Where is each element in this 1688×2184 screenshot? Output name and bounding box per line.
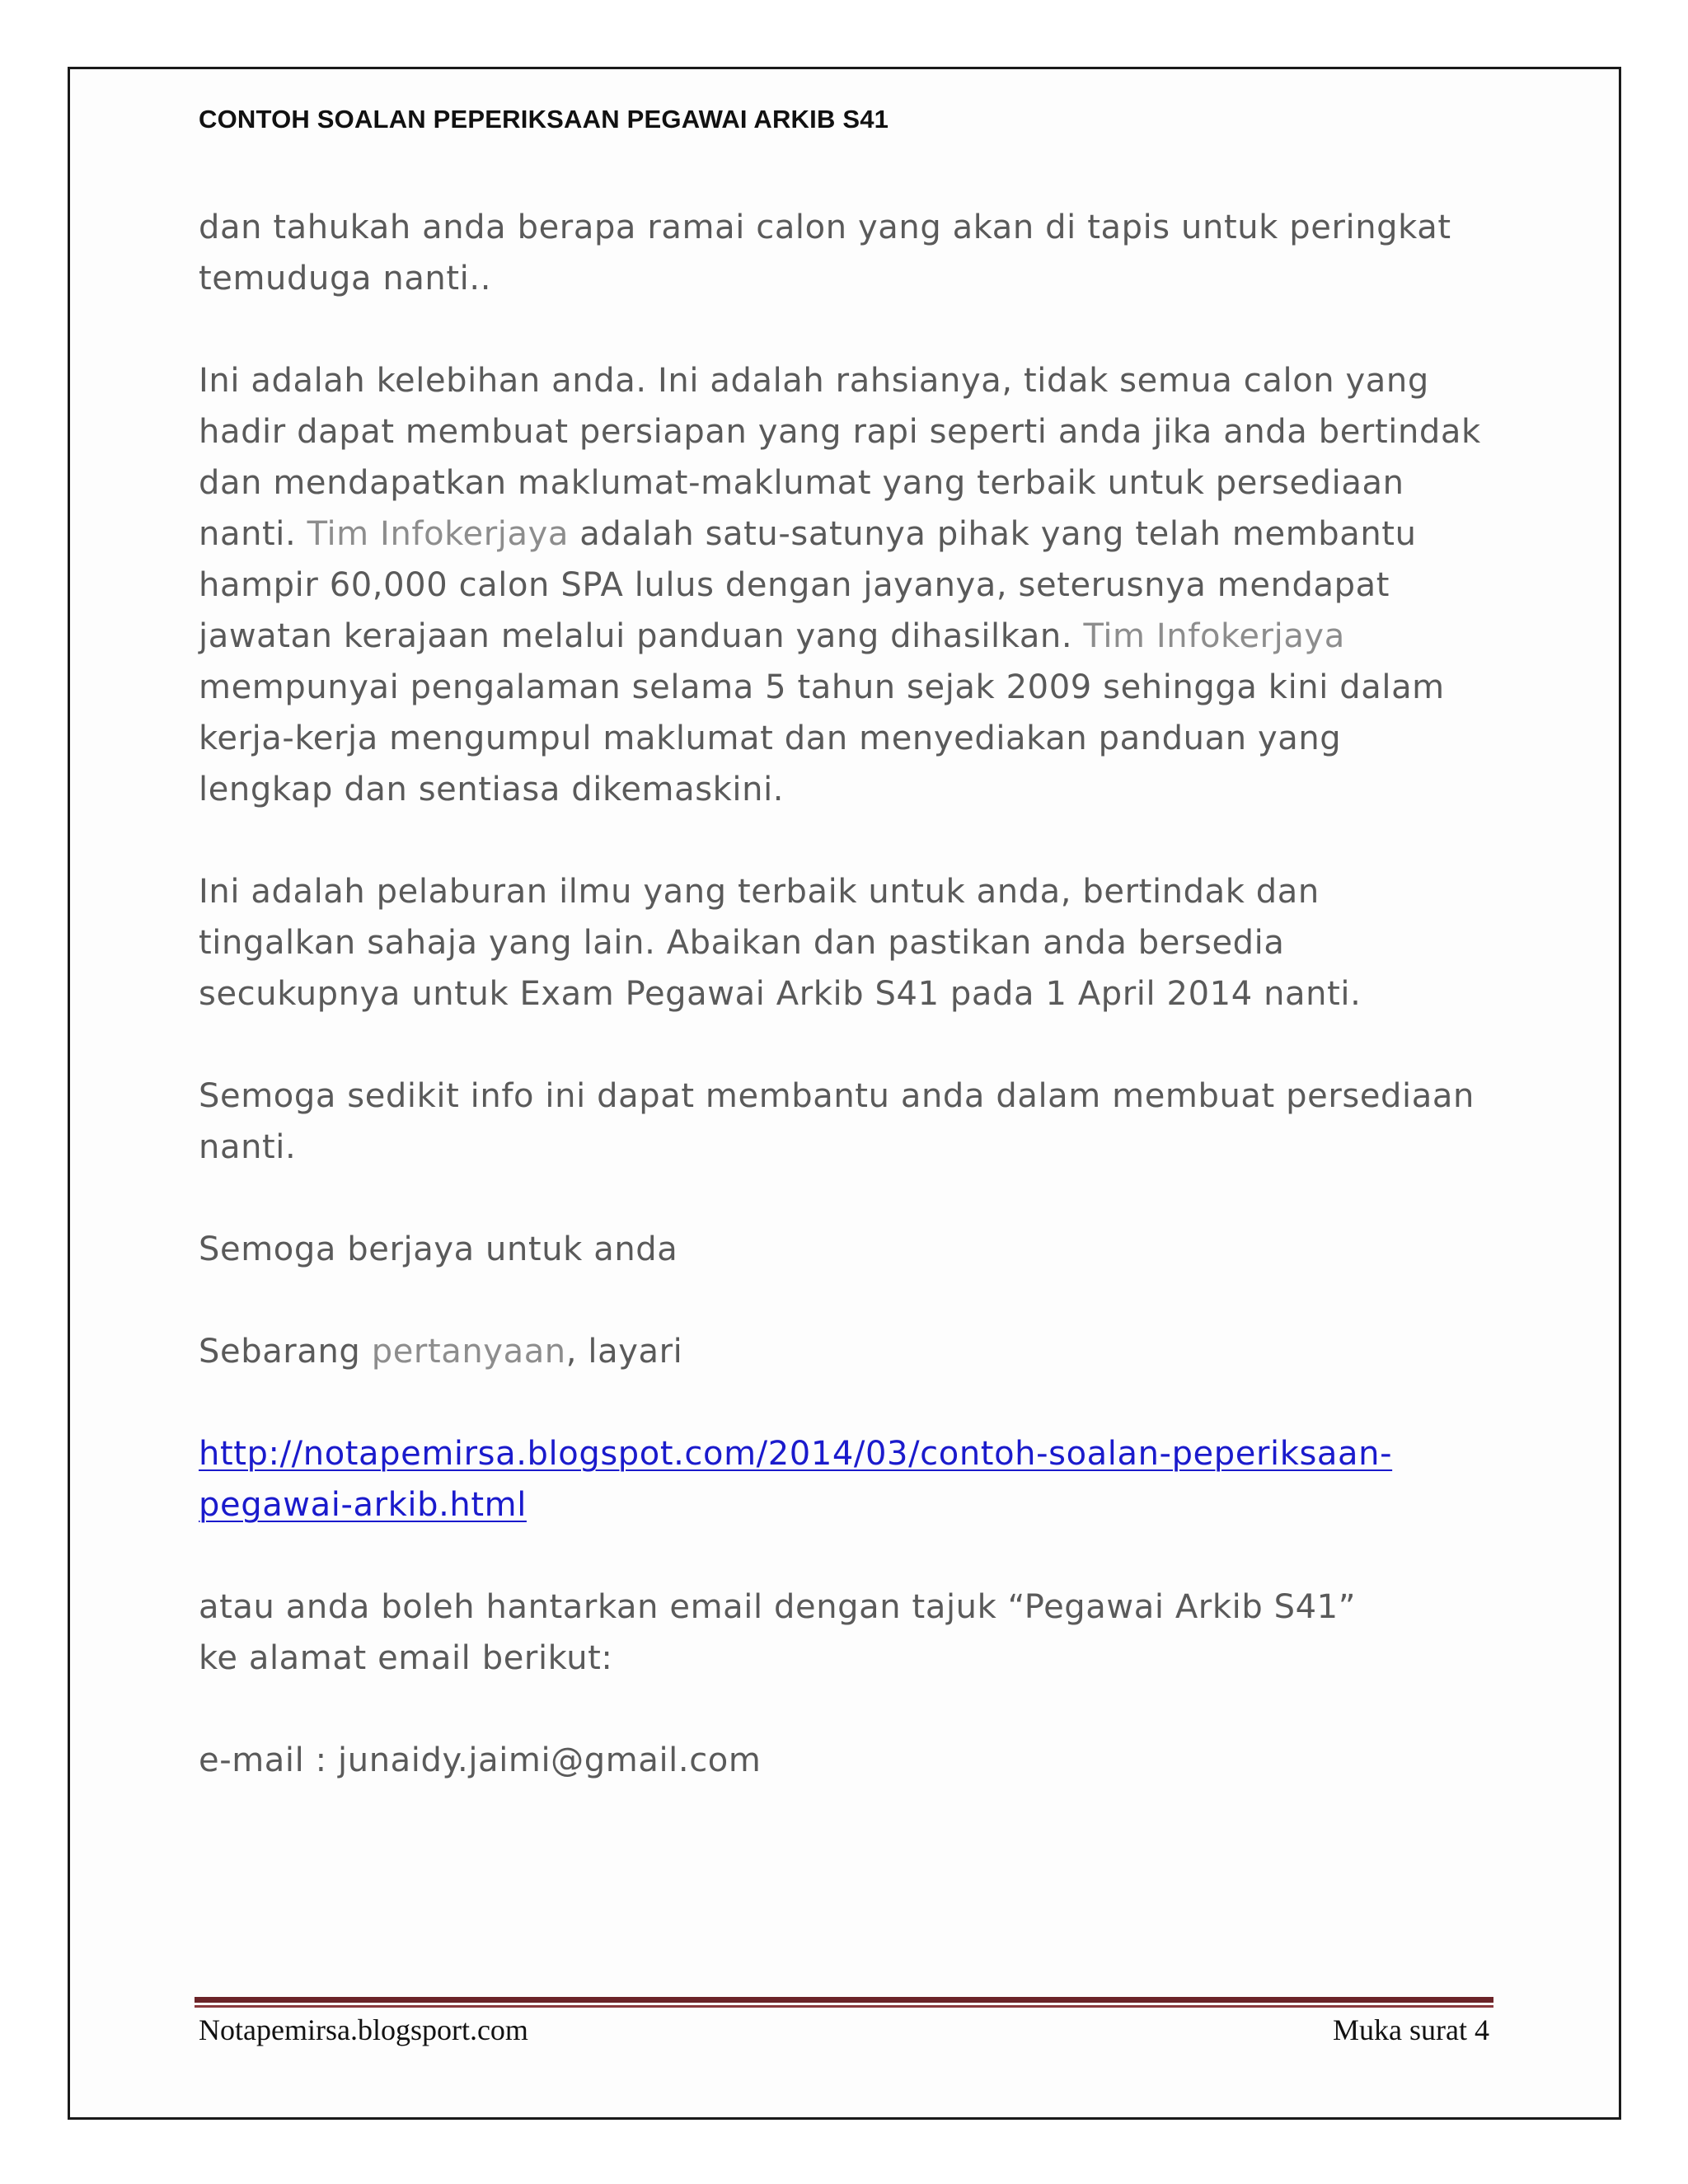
blog-link[interactable] [199, 1435, 1392, 1524]
paragraph-6 [199, 1326, 1484, 1377]
highlight-tim-infokerjaya-1: Tim Infokerjaya [307, 515, 569, 553]
footer-page-number: Muka surat 4 [1333, 2013, 1489, 2046]
blog-link-line-2: pegawai-arkib.html [199, 1486, 527, 1524]
paragraph-2 [199, 355, 1484, 815]
paragraph-3: Ini adalah pelaburan ilmu yang terbaik untuk anda, bertindak dan tingalkan sahaja yang lain. Abaikan dan pastikan anda bersedia secukupnya untuk Exam Pegawai Arkib S41 pada 1 April 2014 nanti. [199, 873, 1362, 1013]
paragraph-2-part-b: adalah satu-satunya pihak yang telah membantu hampir 60,000 calon SPA lulus dengan jayanya, seterusnya mendapat jawatan kerajaan melalui panduan yang dihasilkan. [199, 515, 1417, 655]
paragraph-7-line-2: ke alamat email berikut: [199, 1639, 613, 1677]
paragraph-2-part-c: mempunyai pengalaman selama 5 tahun sejak 2009 sehingga kini dalam kerja-kerja mengumpul maklumat dan menyediakan panduan yang lengkap dan sentiasa dikemaskini. [199, 668, 1445, 808]
paragraph-7-line-1: atau anda boleh hantarkan email dengan tajuk “Pegawai Arkib S41” [199, 1588, 1357, 1626]
paragraph-1: dan tahukah anda berapa ramai calon yang akan di tapis untuk peringkat temuduga nanti.. [199, 209, 1451, 298]
blog-link-paragraph [199, 1428, 1484, 1530]
highlight-tim-infokerjaya-2: Tim Infokerjaya [1083, 617, 1345, 655]
paragraph-5: Semoga berjaya untuk anda [199, 1230, 678, 1268]
blog-link-line-1: http://notapemirsa.blogspot.com/2014/03/contoh-soalan-peperiksaan- [199, 1435, 1393, 1473]
paragraph-2-part-a: Ini adalah kelebihan anda. Ini adalah rahsianya, tidak semua calon yang hadir dapat membuat persiapan yang rapi seperti anda jika anda bertindak dan mendapatkan maklumat-maklumat yang terbaik untuk persediaan nanti. [199, 362, 1481, 553]
email-line: e-mail : junaidy.jaimi@gmail.com [199, 1741, 762, 1779]
paragraph-4: Semoga sedikit info ini dapat membantu anda dalam membuat persediaan nanti. [199, 1077, 1475, 1166]
highlight-pertanyaan: pertanyaan [371, 1333, 566, 1371]
footer-site: Notapemirsa.blogsport.com [199, 2013, 528, 2046]
paragraph-6-part-a: Sebarang [199, 1333, 372, 1371]
paragraph-7 [199, 1582, 1484, 1684]
footer-rule-thick [195, 1997, 1493, 2003]
page-header-title: CONTOH SOALAN PEPERIKSAAN PEGAWAI ARKIB S41 [199, 105, 889, 134]
paragraph-6-part-b: , layari [565, 1333, 683, 1371]
footer-rule-thin [195, 2005, 1493, 2008]
document-body [199, 202, 1484, 1837]
